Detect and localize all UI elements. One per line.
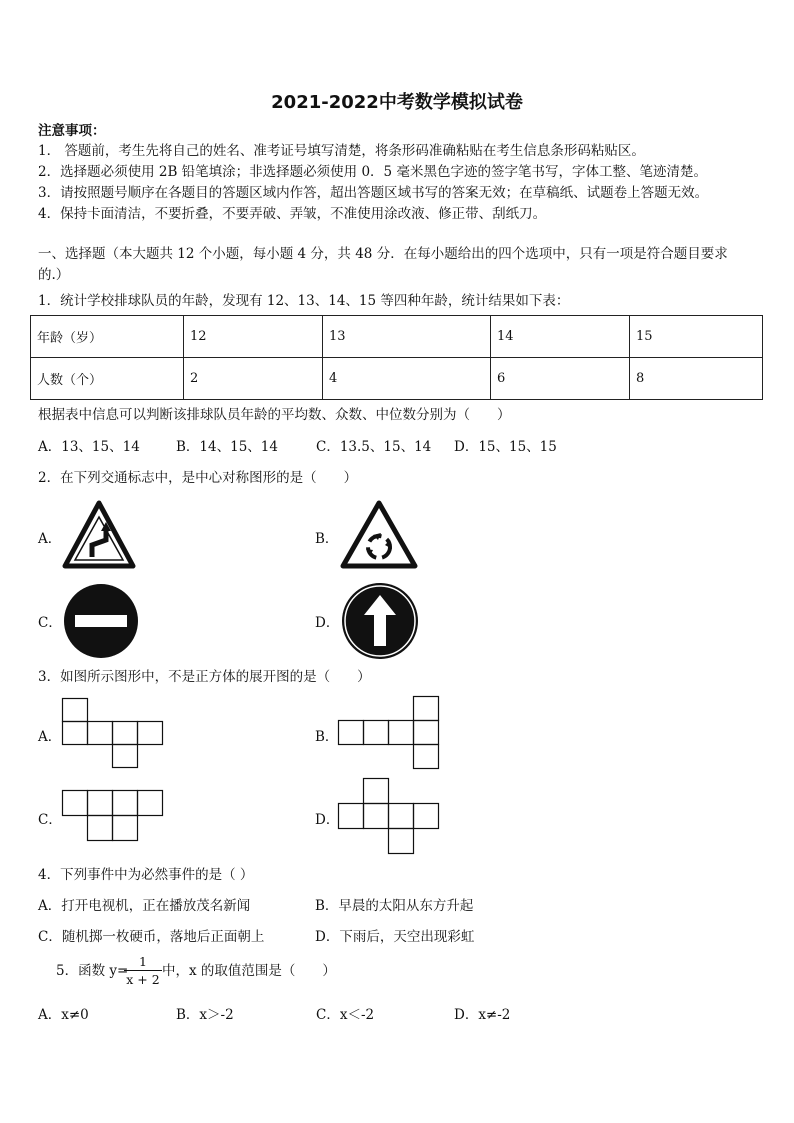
- table-row: [31, 316, 763, 358]
- q3-stem: 3．如图所示图形中，不是正方体的展开图的是（ ）: [38, 669, 371, 685]
- q1-option-d: D．15、15、15: [454, 439, 557, 455]
- q5-option-b: B．x＞-2: [176, 1007, 234, 1023]
- q4-option-d: D．下雨后，天空出现彩虹: [315, 929, 475, 945]
- table-cell: 人数（个）: [31, 358, 184, 400]
- cube-net-d: [338, 778, 442, 856]
- q3-label-a: A．: [38, 729, 62, 745]
- q5-fraction: [124, 953, 162, 988]
- table-cell: 14: [491, 316, 630, 358]
- q4-option-c: C．随机掷一枚硬币，落地后正面朝上: [38, 929, 265, 945]
- q3-label-c: C．: [38, 812, 62, 828]
- notice-heading: 注意事项：: [38, 123, 106, 139]
- table-cell: 13: [323, 316, 491, 358]
- q1-stem: 1．统计学校排球队员的年龄，发现有 12、13、14、15 等四种年龄，统计结果如下表：: [38, 293, 570, 309]
- q2-label-d: D．: [315, 615, 340, 631]
- q2-stem: 2．在下列交通标志中，是中心对称图形的是（ ）: [38, 470, 358, 486]
- cube-net-b: [338, 696, 442, 770]
- no-entry-sign-icon: [63, 583, 139, 659]
- q5-stem-suffix: 中，x 的取值范围是（ ）: [162, 963, 336, 979]
- fraction-denominator: x + 2: [126, 972, 160, 987]
- q5-stem-prefix: 5．函数 y=: [56, 963, 129, 979]
- q5-option-d: D．x≠-2: [454, 1007, 511, 1023]
- table-cell: 6: [491, 358, 630, 400]
- roundabout-warning-sign-icon: [340, 500, 418, 570]
- section-heading: 一、选择题（本大题共 12 个小题，每小题 4 分，共 48 分．在每小题给出的四个选项中，只有一项是符合题目要求: [38, 246, 728, 262]
- q5-option-c: C．x＜-2: [316, 1007, 375, 1023]
- fraction-numerator: 1: [124, 953, 162, 971]
- q3-label-b: B．: [315, 729, 339, 745]
- cube-net-a: [62, 698, 168, 770]
- q2-label-c: C．: [38, 615, 62, 631]
- q5-option-a: A．x≠0: [38, 1007, 89, 1023]
- notice-item: 4．保持卡面清洁，不要折叠，不要弄破、弄皱，不准使用涂改液、修正带、刮纸刀。: [38, 206, 547, 222]
- table-cell: 8: [630, 358, 763, 400]
- table-cell: 年龄（岁）: [31, 316, 184, 358]
- q2-label-b: B．: [315, 531, 339, 547]
- q2-label-a: A．: [38, 531, 62, 547]
- cube-net-c: [62, 790, 166, 844]
- age-table: [30, 315, 763, 400]
- q1-option-b: B．14、15、14: [176, 439, 278, 455]
- q4-option-a: A．打开电视机，正在播放茂名新闻: [38, 898, 251, 914]
- section-heading-cont: 的.）: [38, 267, 70, 283]
- double-bend-warning-sign-icon: [62, 500, 136, 570]
- page-title: 2021-2022中考数学模拟试卷: [271, 92, 523, 113]
- q1-option-c: C．13.5、15、14: [316, 439, 432, 455]
- notice-item: 2．选择题必须使用 2B 铅笔填涂；非选择题必须使用 0．5 毫米黑色字迹的签字笔书写，字体工整、笔迹清楚。: [38, 164, 707, 180]
- table-cell: 12: [184, 316, 323, 358]
- table-cell: 2: [184, 358, 323, 400]
- table-cell: 15: [630, 316, 763, 358]
- q3-label-d: D．: [315, 812, 340, 828]
- table-cell: 4: [323, 358, 491, 400]
- q4-option-b: B．早晨的太阳从东方升起: [315, 898, 474, 914]
- notice-item: 1． 答题前，考生先将自己的姓名、准考证号填写清楚，将条形码准确粘贴在考生信息条形码粘贴区。: [38, 143, 645, 159]
- notice-item: 3．请按照题号顺序在各题目的答题区域内作答，超出答题区域书写的答案无效；在草稿纸、试题卷上答题无效。: [38, 185, 709, 201]
- q1-question: 根据表中信息可以判断该排球队员年龄的平均数、众数、中位数分别为（ ）: [38, 407, 511, 423]
- q1-option-a: A．13、15、14: [38, 439, 140, 455]
- straight-ahead-sign-icon: [341, 582, 419, 660]
- q4-stem: 4．下列事件中为必然事件的是（ ）: [38, 867, 254, 883]
- table-row: [31, 358, 763, 400]
